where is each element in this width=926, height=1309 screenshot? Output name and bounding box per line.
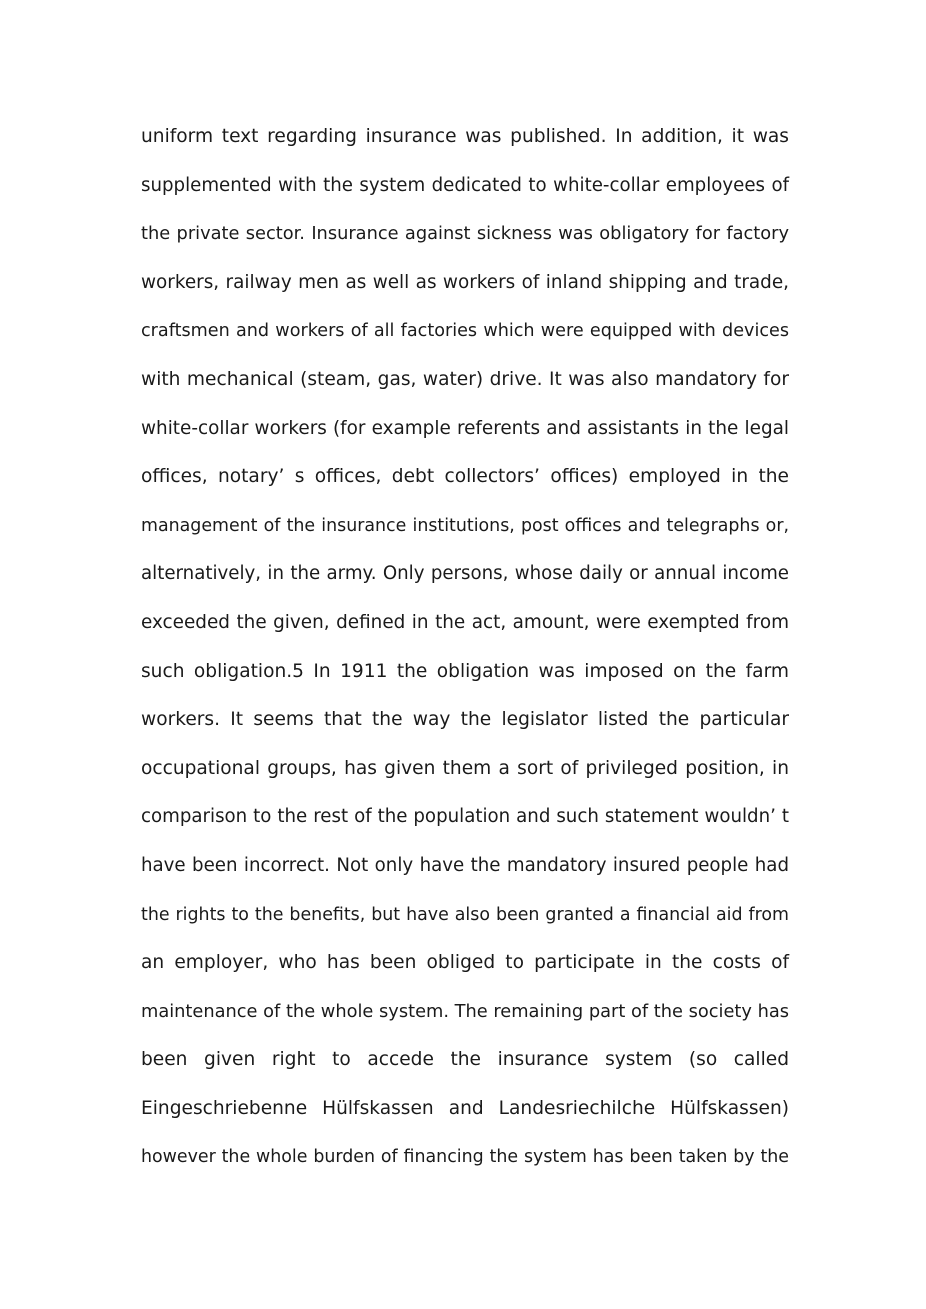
text-line: supplemented with the system dedicated to white-collar employees of [141, 174, 789, 196]
text-line: maintenance of the whole system. The remaining part of the society has [141, 1000, 789, 1022]
text-line: workers, railway men as well as workers of inland shipping and trade, [141, 271, 789, 293]
text-line: been given right to accede the insurance system (so called [141, 1049, 789, 1071]
text-line: have been incorrect. Not only have the mandatory insured people had [141, 854, 789, 876]
text-line: offices, notary’ s offices, debt collectors’ offices) employed in the [141, 466, 789, 488]
text-line: the private sector. Insurance against sickness was obligatory for factory [141, 223, 789, 245]
text-line: management of the insurance institutions, post offices and telegraphs or, [141, 515, 789, 536]
text-line: such obligation.5 In 1911 the obligation was imposed on the farm [141, 660, 789, 682]
text-line: craftsmen and workers of all factories which were equipped with devices [141, 321, 789, 342]
text-line: alternatively, in the army. Only persons, whose daily or annual income [141, 563, 789, 585]
text-line: however the whole burden of financing the system has been taken by the [141, 1147, 789, 1168]
text-line: the rights to the benefits, but have also been granted a financial aid from [141, 904, 789, 925]
text-line: workers. It seems that the way the legislator listed the particular [141, 709, 789, 731]
body-paragraph [141, 113, 789, 1182]
text-line: with mechanical (steam, gas, water) drive. It was also mandatory for [141, 368, 789, 390]
text-line: exceeded the given, defined in the act, amount, were exempted from [141, 611, 789, 633]
text-line: uniform text regarding insurance was published. In addition, it was [141, 126, 789, 147]
text-line: Eingeschriebenne Hülfskassen and Landesriechilche Hülfskassen) [141, 1097, 789, 1119]
text-line: comparison to the rest of the population and such statement wouldn’ t [141, 806, 789, 828]
text-line: white-collar workers (for example referents and assistants in the legal [141, 417, 789, 439]
text-line: occupational groups, has given them a sort of privileged position, in [141, 757, 789, 779]
text-line: an employer, who has been obliged to participate in the costs of [141, 952, 789, 974]
